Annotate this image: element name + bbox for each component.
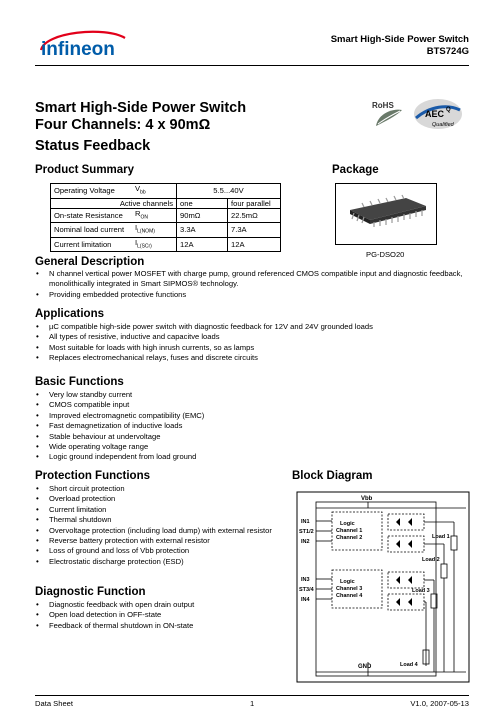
footer-doc-type: Data Sheet	[35, 699, 73, 708]
list-item: • Thermal shutdown	[35, 515, 285, 525]
infineon-logo	[35, 28, 130, 64]
footer-version: V1.0, 2007-05-13	[410, 699, 469, 708]
pin-label: IN2	[301, 539, 310, 545]
basic-functions-heading: Basic Functions	[35, 376, 124, 388]
svg-text:AEC: AEC	[425, 109, 445, 119]
pin-label: IN4	[301, 597, 310, 603]
logic-label: Logic	[340, 579, 355, 585]
logic-label: Logic	[340, 521, 355, 527]
list-item: • Reverse battery protection with external resistor	[35, 536, 285, 546]
block-diagram	[296, 486, 471, 686]
pin-label: ST3/4	[299, 587, 314, 593]
header-title: Smart High-Side Power Switch	[330, 34, 469, 45]
table-row	[51, 237, 281, 252]
protection-functions-heading: Protection Functions	[35, 470, 150, 482]
list-item: • Logic ground independent from load ground	[35, 452, 465, 462]
list-item: • µC compatible high-side power switch with diagnostic feedback for 12V and 24V grounded loads	[35, 322, 465, 332]
logic-label: Channel 4	[336, 593, 363, 599]
list-item: • Replaces electromechanical relays, fuses and discrete circuits	[35, 353, 465, 363]
pin-label: ST1/2	[299, 529, 314, 535]
row-symbol: $V_{bb}$	[132, 184, 177, 199]
package-heading: Package	[332, 164, 379, 176]
package-image	[335, 183, 437, 245]
aec-qualified-badge	[412, 96, 464, 132]
diagnostic-function-heading: Diagnostic Function	[35, 586, 146, 598]
load-label: Load 4	[400, 662, 418, 668]
doc-title-line3: Status Feedback	[35, 138, 151, 154]
svg-text:Qualified: Qualified	[432, 122, 454, 128]
list-item: • Current limitation	[35, 505, 285, 515]
row-value: 22.5mΩ	[228, 208, 281, 223]
infineon-logo-graphic	[35, 28, 130, 64]
list-item: • Improved electromagnetic compatibility (EMC)	[35, 411, 465, 421]
list-item: • Feedback of thermal shutdown in ON-state	[35, 621, 285, 631]
row-label: On-state Resistance	[51, 208, 133, 223]
row-symbol: $I_{L(SCr)}$	[132, 237, 177, 252]
ic-package-icon	[336, 184, 436, 234]
page-number: 1	[250, 699, 255, 708]
table-row	[51, 208, 281, 223]
doc-title-line2: Four Channels: 4 x 90mΩ	[35, 117, 211, 133]
logic-label: Channel 3	[336, 586, 363, 592]
list-item: • Short circuit protection	[35, 484, 285, 494]
vbb-label: Vbb	[361, 496, 373, 502]
row-value: 3.3A	[177, 223, 228, 238]
doc-title-line1: Smart High-Side Power Switch	[35, 100, 247, 116]
general-description-heading: General Description	[35, 256, 145, 268]
svg-text:Q: Q	[446, 107, 451, 113]
table-row	[51, 184, 281, 199]
row-label: Current limitation	[51, 237, 133, 252]
list-item: • Diagnostic feedback with open drain output	[35, 600, 285, 610]
pin-label: IN3	[301, 577, 310, 583]
row-value: 5.5...40V	[177, 184, 281, 199]
basic-functions-list	[35, 390, 465, 463]
load-label: Load 2	[422, 557, 440, 563]
row-value: 7.3A	[228, 223, 281, 238]
applications-list	[35, 322, 465, 364]
list-item: • Overload protection	[35, 494, 285, 504]
product-summary-table	[50, 183, 281, 252]
header-rule	[35, 65, 469, 66]
list-item: • Stable behaviour at undervoltage	[35, 432, 465, 442]
header-part-number: BTS724G	[426, 46, 469, 57]
package-caption: PG-DSO20	[366, 250, 405, 259]
row-label: Nominal load current	[51, 223, 133, 238]
row-symbol: $I_{L(NOM)}$	[132, 223, 177, 238]
svg-text:infineon: infineon	[41, 39, 115, 60]
row-label: Operating Voltage	[51, 184, 133, 199]
general-description-list	[35, 269, 465, 300]
list-item: • Most suitable for loads with high inrush currents, so as lamps	[35, 343, 465, 353]
diagnostic-function-list	[35, 600, 285, 631]
list-item: • Providing embedded protective functions	[35, 290, 465, 300]
list-item: • Open load detection in OFF-state	[35, 610, 285, 620]
list-item: • All types of resistive, inductive and capacitve loads	[35, 332, 465, 342]
row-value: one	[177, 198, 228, 208]
list-item: • Fast demagnetization of inductive loads	[35, 421, 465, 431]
list-item: • Overvoltage protection (including load dump) with external resistor	[35, 526, 285, 536]
list-item: • Wide operating voltage range	[35, 442, 465, 452]
gnd-label: GND	[358, 664, 372, 670]
block-diagram-heading: Block Diagram	[292, 470, 373, 482]
table-row	[51, 223, 281, 238]
row-symbol: $R_{ON}$	[132, 208, 177, 223]
applications-heading: Applications	[35, 308, 105, 320]
logic-label: Channel 1	[336, 528, 363, 534]
table-row	[51, 198, 281, 208]
protection-functions-list	[35, 484, 285, 567]
logic-label: Channel 2	[336, 535, 363, 541]
rohs-label: RoHS	[372, 101, 394, 110]
list-item: • Very low standby current	[35, 390, 465, 400]
rohs-badge	[368, 98, 408, 130]
row-value: 90mΩ	[177, 208, 228, 223]
row-label: Active channels	[51, 198, 177, 208]
list-item: • Electrostatic discharge protection (ESD)	[35, 557, 285, 567]
row-value: four parallel	[228, 198, 281, 208]
product-summary-heading: Product Summary	[35, 164, 135, 176]
load-label: Load 3	[412, 588, 430, 594]
list-item: • N channel vertical power MOSFET with charge pump, ground referenced CMOS compatible input and diagnostic feedback, monolithically integrated in Smart SIPMOS® technology.	[35, 269, 465, 290]
pin-label: IN1	[301, 519, 310, 525]
list-item: • CMOS compatible input	[35, 400, 465, 410]
load-label: Load 1	[432, 534, 450, 540]
row-value: 12A	[228, 237, 281, 252]
footer-rule	[35, 695, 469, 696]
list-item: • Loss of ground and loss of Vbb protection	[35, 546, 285, 556]
row-value: 12A	[177, 237, 228, 252]
